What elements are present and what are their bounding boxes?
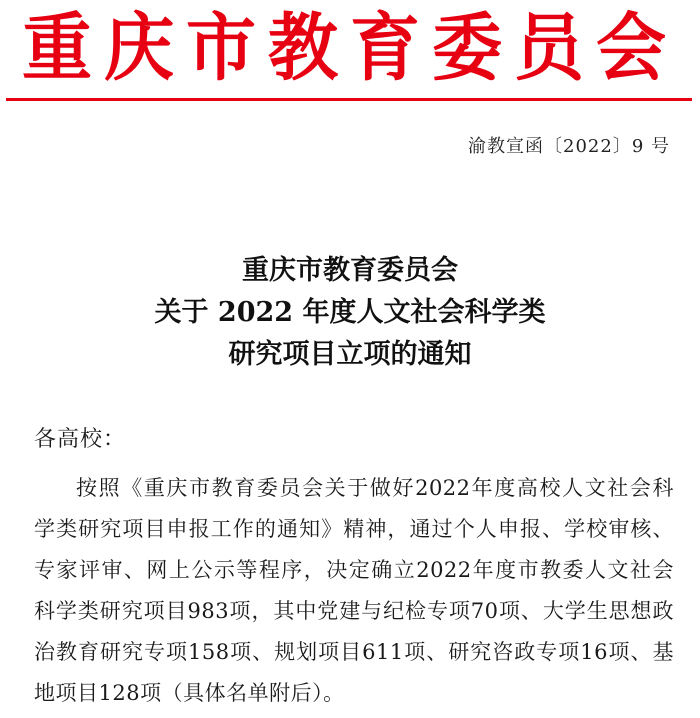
body-paragraph	[34, 468, 674, 714]
heading-line-3: 研究项目立项的通知	[228, 339, 472, 370]
body-line: 按照《重庆市教育委员会关于做好2022年度高校人文社会科	[76, 476, 674, 500]
heading-line-2: 关于 2022 年度人文社会科学类	[154, 297, 546, 328]
body-line: 学类研究项目申报工作的通知》精神，通过个人申报、学校审核、	[34, 517, 674, 541]
document-number: 渝教宣函〔2022〕9 号	[468, 136, 670, 157]
masthead	[0, 2, 700, 94]
masthead-divider	[6, 98, 692, 101]
document-heading	[0, 250, 700, 376]
body-line: 地项目128项（具体名单附后）。	[34, 681, 345, 705]
heading-line-1: 重庆市教育委员会	[242, 255, 458, 286]
body-line: 科学类研究项目983项，其中党建与纪检专项70项、大学生思想政	[34, 599, 674, 623]
salutation: 各高校：	[34, 427, 127, 452]
masthead-title: 重庆市教育委员会	[22, 4, 678, 92]
body-line: 治教育研究专项158项、规划项目611项、研究咨政专项16项、基	[34, 640, 674, 664]
body-line: 专家评审、网上公示等程序，决定确立2022年度市教委人文社会	[34, 558, 674, 582]
